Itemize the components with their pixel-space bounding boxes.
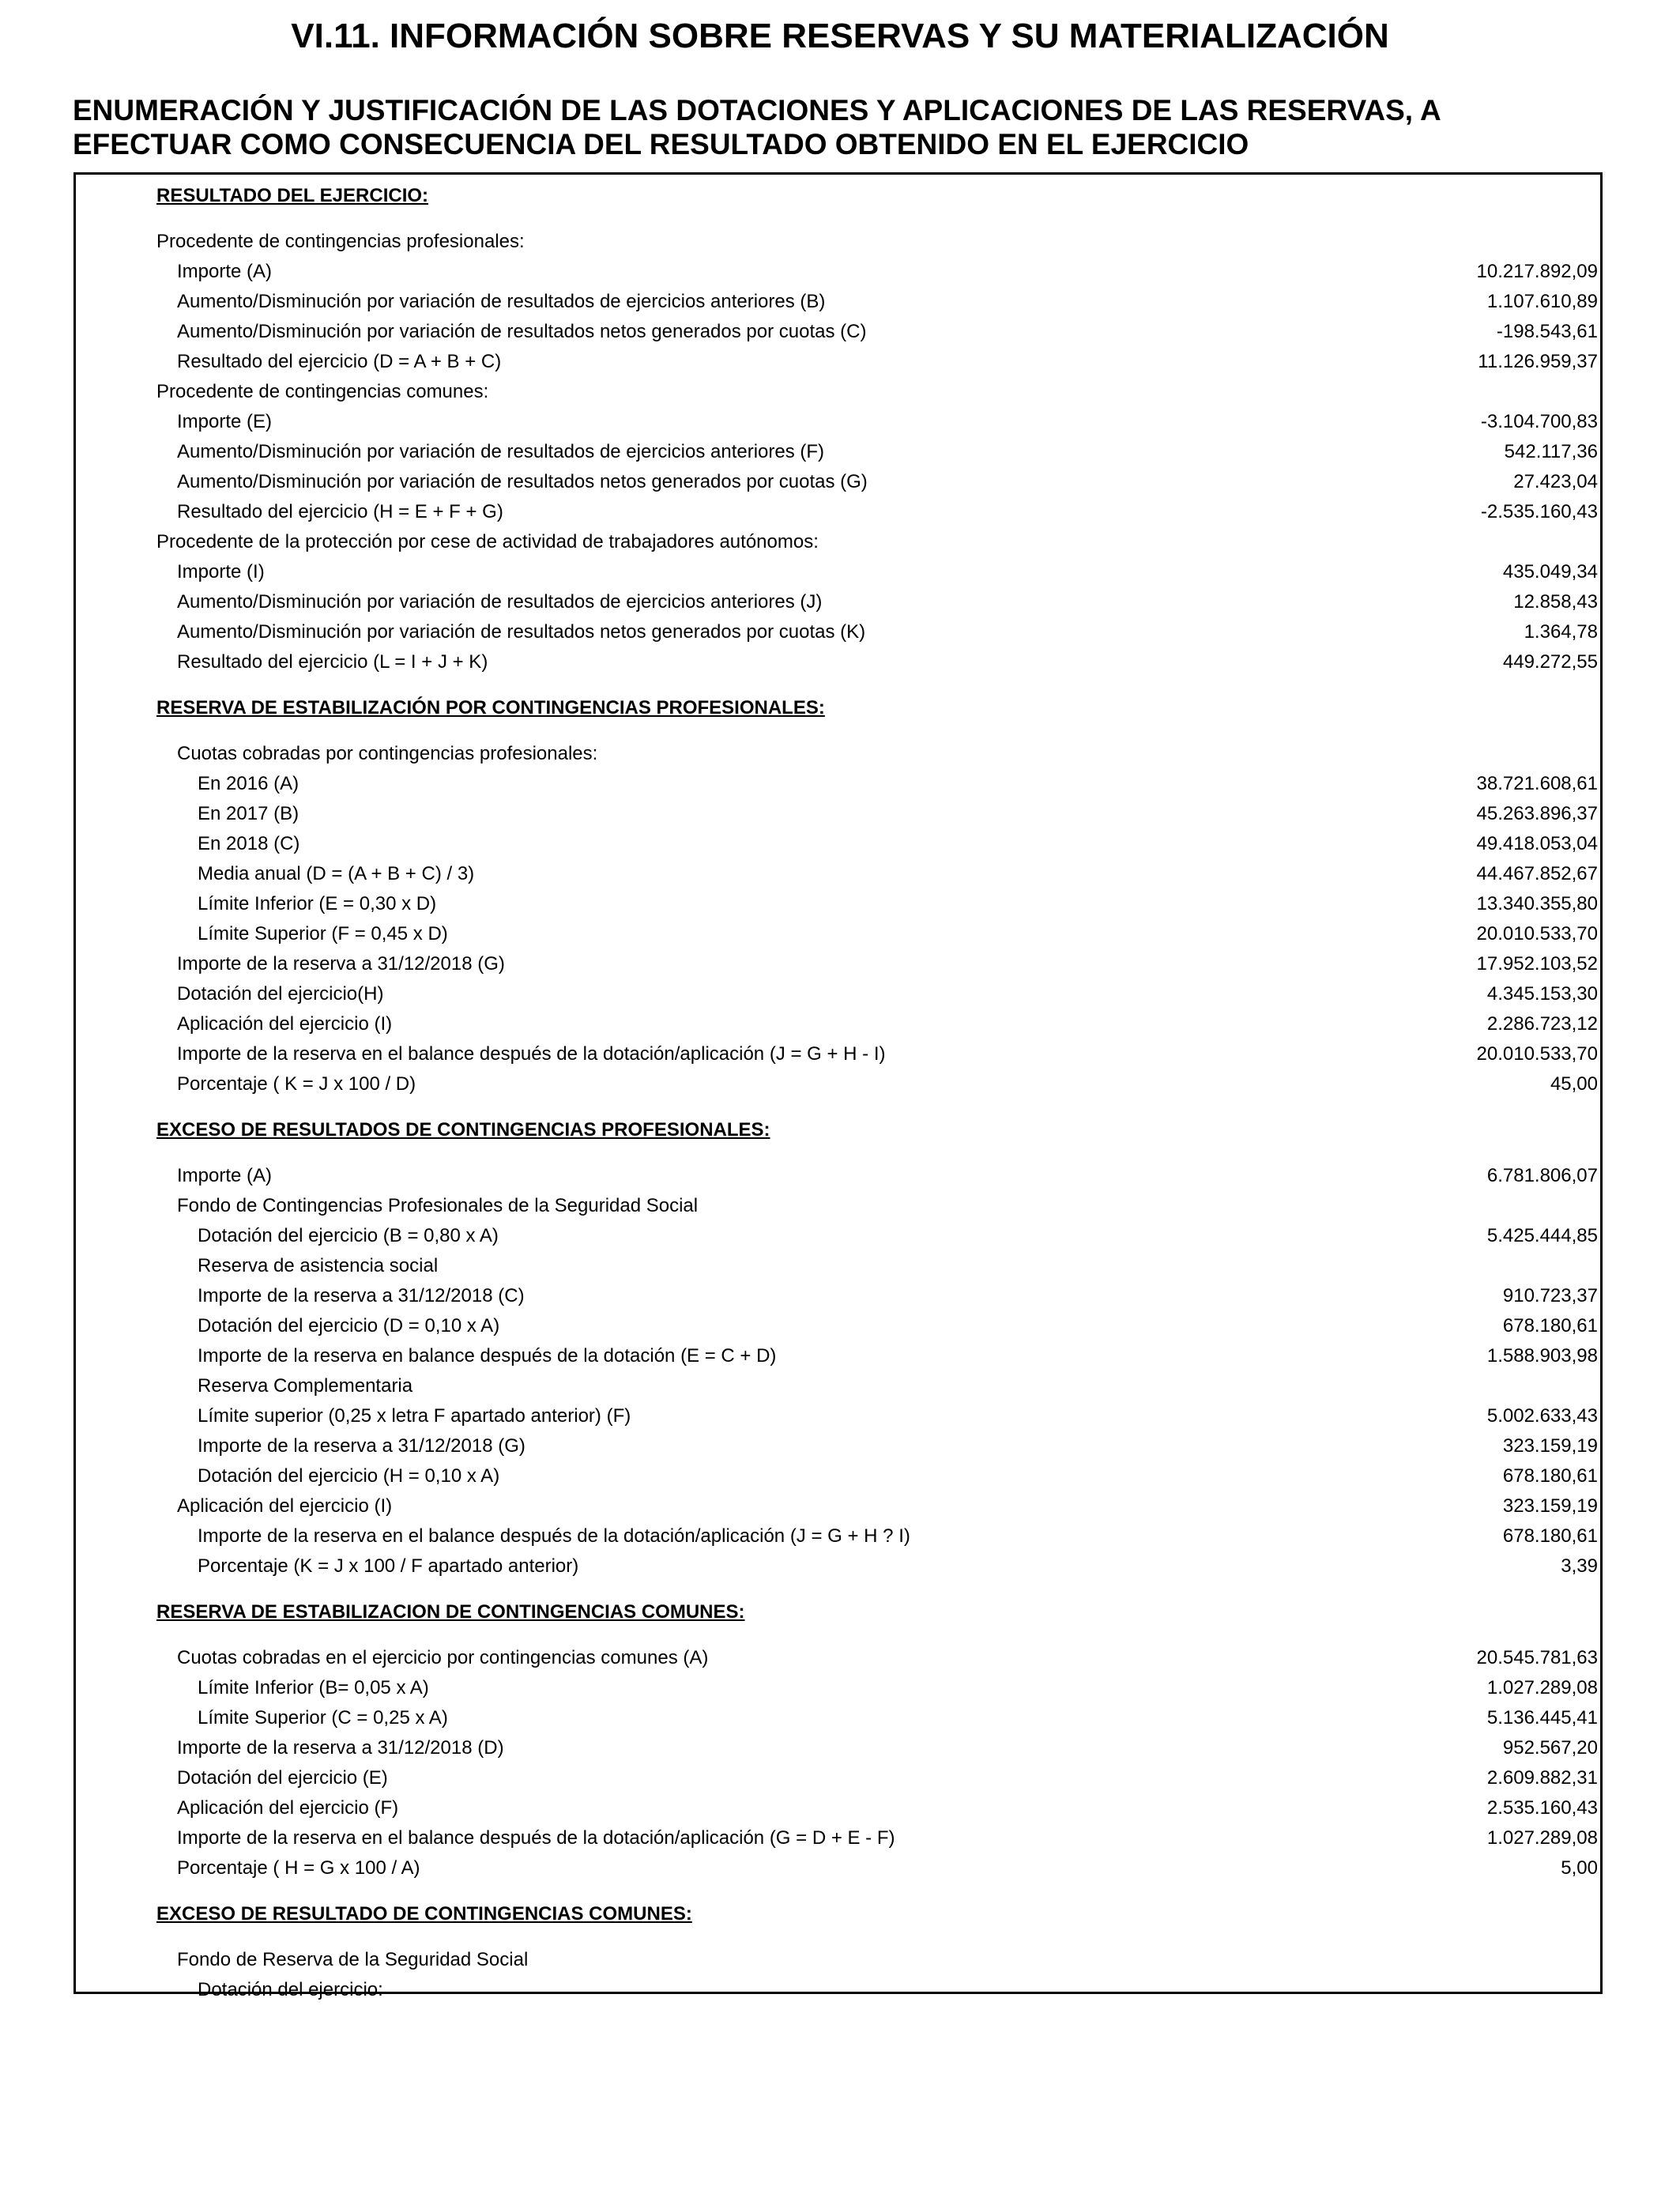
row-label: En 2017 (B)	[198, 803, 299, 824]
row-label: Resultado del ejercicio (H = E + F + G)	[177, 501, 503, 522]
table-row	[76, 1521, 1600, 1551]
row-label: Porcentaje (K = J x 100 / F apartado anterior)	[198, 1555, 579, 1577]
row-value: 4.345.153,30	[1486, 983, 1598, 1005]
row-label: Resultado del ejercicio (D = A + B + C)	[177, 351, 502, 372]
row-value: 45,00	[1550, 1073, 1598, 1095]
row-value: 678.180,61	[1502, 1465, 1598, 1487]
row-label: Cuotas cobradas por contingencias profesionales:	[177, 743, 598, 764]
table-row	[76, 1401, 1600, 1431]
row-label: Importe de la reserva en balance después de la dotación (E = C + D)	[198, 1345, 777, 1367]
table-row	[76, 227, 1600, 257]
table-row	[76, 557, 1600, 587]
row-value: 3,39	[1561, 1555, 1598, 1577]
row-label: Importe (A)	[177, 261, 273, 282]
row-label: EXCESO DE RESULTADOS DE CONTINGENCIAS PROFESIONALES:	[156, 1119, 770, 1140]
table-row	[76, 1039, 1600, 1069]
row-label: Límite Superior (F = 0,45 x D)	[198, 923, 448, 944]
table-row	[76, 407, 1600, 437]
row-label: Porcentaje ( H = G x 100 / A)	[177, 1857, 420, 1879]
table-row	[76, 347, 1600, 377]
row-value: 952.567,20	[1502, 1737, 1598, 1759]
table-row	[76, 467, 1600, 497]
table-row	[76, 1371, 1600, 1401]
row-label: Importe (I)	[177, 561, 265, 582]
table-row	[76, 527, 1600, 557]
section-subtitle	[73, 93, 1645, 161]
section-heading	[76, 1115, 1600, 1145]
row-label: Resultado del ejercicio (L = I + J + K)	[177, 651, 488, 673]
row-label: Aumento/Disminución por variación de resultados de ejercicios anteriores (B)	[177, 291, 826, 312]
row-label: EXCESO DE RESULTADO DE CONTINGENCIAS COMUNES:	[156, 1903, 692, 1924]
row-label: RESULTADO DEL EJERCICIO:	[156, 185, 429, 206]
row-value: 13.340.355,80	[1476, 893, 1598, 914]
table-row	[76, 1733, 1600, 1763]
row-label: Aumento/Disminución por variación de resultados de ejercicios anteriores (F)	[177, 441, 825, 462]
reserves-table	[73, 172, 1603, 2000]
table-row	[76, 437, 1600, 467]
section-heading	[76, 1597, 1600, 1627]
table-row	[76, 919, 1600, 949]
row-label: Límite Inferior (B= 0,05 x A)	[198, 1677, 429, 1698]
row-value: 20.010.533,70	[1476, 923, 1598, 944]
table-row	[76, 859, 1600, 889]
table-row	[76, 587, 1600, 617]
table-row	[76, 1281, 1600, 1311]
row-label: Dotación del ejercicio (D = 0,10 x A)	[198, 1315, 500, 1336]
row-label: Importe de la reserva en el balance después de la dotación/aplicación (J = G + H - I)	[177, 1043, 886, 1065]
row-label: Límite superior (0,25 x letra F apartado anterior) (F)	[198, 1405, 631, 1427]
row-label: RESERVA DE ESTABILIZACIÓN POR CONTINGENCIAS PROFESIONALES:	[156, 697, 825, 718]
table-row	[76, 647, 1600, 677]
row-label: Fondo de Contingencias Profesionales de la Seguridad Social	[177, 1195, 699, 1216]
table-row	[76, 1975, 1600, 2005]
table-row	[76, 287, 1600, 317]
row-label: Aumento/Disminución por variación de resultados netos generados por cuotas (G)	[177, 471, 868, 492]
row-value: 542.117,36	[1504, 441, 1598, 462]
row-label: Procedente de la protección por cese de actividad de trabajadores autónomos:	[156, 531, 819, 552]
row-value: 2.535.160,43	[1486, 1797, 1598, 1819]
row-label: Dotación del ejercicio (H = 0,10 x A)	[198, 1465, 500, 1487]
row-label: Reserva Complementaria	[198, 1375, 413, 1397]
table-row	[76, 799, 1600, 829]
table-row	[76, 1945, 1600, 1975]
table-row	[76, 257, 1600, 287]
row-value: 5.425.444,85	[1486, 1225, 1598, 1246]
row-value: 323.159,19	[1502, 1495, 1598, 1517]
table-row	[76, 1161, 1600, 1191]
table-row	[76, 1191, 1600, 1221]
row-label: Importe de la reserva a 31/12/2018 (C)	[198, 1285, 525, 1306]
row-value: 20.545.781,63	[1476, 1647, 1598, 1668]
row-value: 323.159,19	[1502, 1435, 1598, 1457]
row-value: 44.467.852,67	[1476, 863, 1598, 884]
table-row	[76, 1853, 1600, 1883]
table-row	[76, 1461, 1600, 1491]
row-value: 5.002.633,43	[1486, 1405, 1598, 1427]
row-value: 2.609.882,31	[1486, 1767, 1598, 1789]
table-row	[76, 829, 1600, 859]
row-label: Importe de la reserva a 31/12/2018 (G)	[177, 953, 505, 974]
row-label: Importe de la reserva en el balance después de la dotación/aplicación (J = G + H ? I)	[198, 1525, 910, 1547]
table-row	[76, 889, 1600, 919]
subtitle-line-1: ENUMERACIÓN Y JUSTIFICACIÓN DE LAS DOTACIONES Y APLICACIONES DE LAS RESERVAS, A	[73, 94, 1441, 126]
row-label: Aplicación del ejercicio (F)	[177, 1797, 399, 1819]
table-row	[76, 949, 1600, 979]
table-row	[76, 1793, 1600, 1823]
row-label: Límite Inferior (E = 0,30 x D)	[198, 893, 437, 914]
row-label: Porcentaje ( K = J x 100 / D)	[177, 1073, 416, 1095]
row-label: Aplicación del ejercicio (I)	[177, 1013, 393, 1035]
row-value: -198.543,61	[1496, 321, 1598, 342]
row-value: 10.217.892,09	[1476, 261, 1598, 282]
page-title: VI.11. INFORMACIÓN SOBRE RESERVAS Y SU MATERIALIZACIÓN	[291, 17, 1389, 55]
row-value: 449.272,55	[1502, 651, 1598, 673]
row-label: Importe de la reserva a 31/12/2018 (G)	[198, 1435, 525, 1457]
row-label: Dotación del ejercicio:	[198, 1979, 383, 2000]
row-label: Dotación del ejercicio(H)	[177, 983, 384, 1005]
row-value: 12.858,43	[1513, 591, 1598, 613]
row-label: En 2016 (A)	[198, 773, 299, 794]
section-heading	[76, 1899, 1600, 1929]
row-value: 910.723,37	[1502, 1285, 1598, 1306]
table-row	[76, 769, 1600, 799]
table-row	[76, 617, 1600, 647]
row-label: RESERVA DE ESTABILIZACION DE CONTINGENCIAS COMUNES:	[156, 1601, 745, 1623]
table-row	[76, 1491, 1600, 1521]
row-label: Importe (E)	[177, 411, 273, 432]
table-row	[76, 1221, 1600, 1251]
subtitle-line-2: EFECTUAR COMO CONSECUENCIA DEL RESULTADO OBTENIDO EN EL EJERCICIO	[73, 128, 1249, 160]
table-row	[76, 1311, 1600, 1341]
table-row	[76, 1703, 1600, 1733]
table-row	[76, 1009, 1600, 1039]
row-label: Importe de la reserva a 31/12/2018 (D)	[177, 1737, 504, 1759]
table-row	[76, 1763, 1600, 1793]
row-value: 17.952.103,52	[1476, 953, 1598, 974]
row-label: Cuotas cobradas en el ejercicio por contingencias comunes (A)	[177, 1647, 709, 1668]
row-value: 45.263.896,37	[1476, 803, 1598, 824]
row-label: En 2018 (C)	[198, 833, 300, 854]
row-value: -2.535.160,43	[1480, 501, 1598, 522]
table-row	[76, 377, 1600, 407]
table-row	[76, 1341, 1600, 1371]
table-row	[76, 1551, 1600, 1581]
row-value: 49.418.053,04	[1476, 833, 1598, 854]
row-label: Importe (A)	[177, 1165, 273, 1186]
row-value: 6.781.806,07	[1486, 1165, 1598, 1186]
row-value: 678.180,61	[1502, 1525, 1598, 1547]
row-label: Aumento/Disminución por variación de resultados netos generados por cuotas (C)	[177, 321, 867, 342]
row-label: Dotación del ejercicio (B = 0,80 x A)	[198, 1225, 499, 1246]
row-label: Fondo de Reserva de la Seguridad Social	[177, 1949, 529, 1970]
table-row	[76, 317, 1600, 347]
row-value: 435.049,34	[1502, 561, 1598, 582]
table-row	[76, 1673, 1600, 1703]
row-label: Importe de la reserva en el balance después de la dotación/aplicación (G = D + E - F)	[177, 1827, 895, 1849]
row-label: Aumento/Disminución por variación de resultados netos generados por cuotas (K)	[177, 621, 866, 643]
row-value: 1.364,78	[1524, 621, 1598, 643]
table-row	[76, 1251, 1600, 1281]
row-value: 1.027.289,08	[1486, 1677, 1598, 1698]
row-label: Procedente de contingencias profesionales:	[156, 231, 525, 252]
table-row	[76, 497, 1600, 527]
table-row	[76, 1643, 1600, 1673]
table-row	[76, 979, 1600, 1009]
row-label: Dotación del ejercicio (E)	[177, 1767, 388, 1789]
row-label: Aumento/Disminución por variación de resultados de ejercicios anteriores (J)	[177, 591, 823, 613]
row-label: Reserva de asistencia social	[198, 1255, 439, 1276]
table-row	[76, 1069, 1600, 1099]
row-label: Media anual (D = (A + B + C) / 3)	[198, 863, 475, 884]
row-value: 1.107.610,89	[1486, 291, 1598, 312]
row-label: Aplicación del ejercicio (I)	[177, 1495, 393, 1517]
row-value: 27.423,04	[1513, 471, 1598, 492]
table-row	[76, 1823, 1600, 1853]
row-value: 678.180,61	[1502, 1315, 1598, 1336]
row-value: 38.721.608,61	[1476, 773, 1598, 794]
table-row	[76, 739, 1600, 769]
table-row	[76, 1431, 1600, 1461]
row-value: 1.588.903,98	[1486, 1345, 1598, 1367]
row-value: 5.136.445,41	[1486, 1707, 1598, 1728]
row-value: 20.010.533,70	[1476, 1043, 1598, 1065]
section-heading	[76, 181, 1600, 211]
row-label: Procedente de contingencias comunes:	[156, 381, 489, 402]
row-value: 5,00	[1561, 1857, 1598, 1879]
row-value: 1.027.289,08	[1486, 1827, 1598, 1849]
row-value: 11.126.959,37	[1478, 351, 1598, 372]
section-heading	[76, 693, 1600, 723]
row-value: 2.286.723,12	[1486, 1013, 1598, 1035]
row-label: Límite Superior (C = 0,25 x A)	[198, 1707, 448, 1728]
row-value: -3.104.700,83	[1480, 411, 1598, 432]
